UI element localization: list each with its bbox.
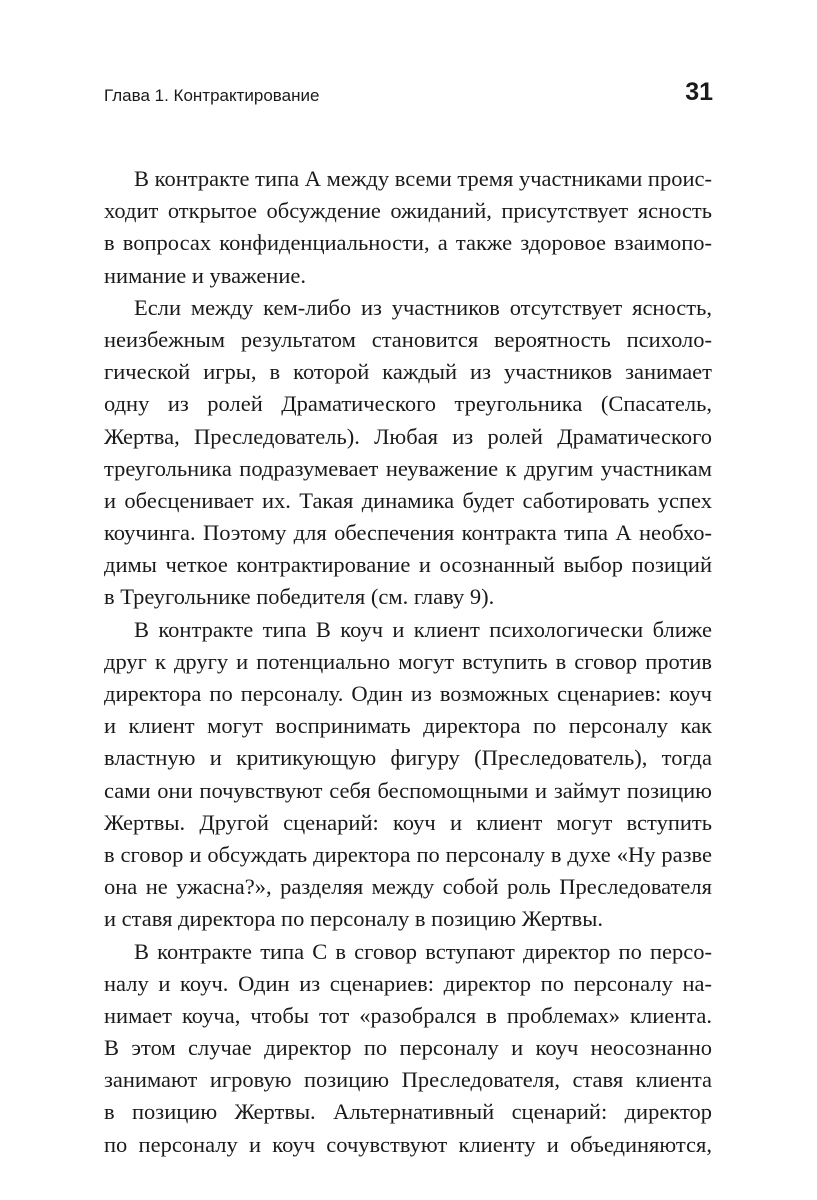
text-line: Жертва, Преследователь). Любая из ролей Драматического <box>104 423 712 449</box>
text-line: властную и критикующую фигуру (Преследователь), тогда <box>104 745 712 771</box>
paragraph-2 <box>104 292 712 614</box>
text-line: Жертвы. Другой сценарий: коуч и клиент могут вступить <box>104 809 712 835</box>
text-line: в Треугольнике победителя (см. главу 9). <box>104 584 495 610</box>
text-line: В этом случае директор по персоналу и коуч неосознанно <box>104 1035 712 1061</box>
text-line: друг к другу и потенциально могут вступить в сговор против <box>104 648 712 674</box>
text-line: по персоналу и коуч сочувствуют клиенту и объединяются, <box>104 1131 712 1157</box>
text-line: В контракте типа В коуч и клиент психологически ближе <box>134 616 712 642</box>
text-line: в позицию Жертвы. Альтернативный сценарий: директор <box>104 1099 712 1125</box>
text-line: директора по персоналу. Один из возможных сценариев: коуч <box>104 681 712 706</box>
page-number: 31 <box>685 78 713 106</box>
text-line: одну из ролей Драматического треугольника (Спасатель, <box>104 391 712 417</box>
paragraph-1 <box>104 163 712 292</box>
text-line: и ставя директора по персоналу в позицию Жертвы. <box>104 906 603 932</box>
text-line: треугольника подразумевает неуважение к другим участникам <box>104 455 712 481</box>
text-line: налу и коуч. Один из сценариев: директор по персоналу на- <box>104 970 712 996</box>
text-line: в сговор и обсуждать директора по персоналу в духе «Ну разве <box>104 841 712 867</box>
text-line: гической игры, в которой каждый из участников занимает <box>104 359 712 385</box>
text-line: она не ужасна?», разделяя между собой роль Преследователя <box>104 874 712 900</box>
text-line: сами они почувствуют себя беспомощными и займут позицию <box>104 777 712 803</box>
text-line: димы четкое контрактирование и осознанный выбор позиций <box>104 552 712 578</box>
text-line: нимание и уважение. <box>104 262 307 288</box>
chapter-title: Глава 1. Контрактирование <box>104 86 320 105</box>
text-line: в вопросах конфиденциальности, а также здоровое взаимопо- <box>104 230 712 256</box>
text-line: В контракте типа С в сговор вступают директор по персо- <box>134 938 712 964</box>
paragraph-4 <box>104 936 712 1161</box>
text-line: Если между кем-либо из участников отсутствует ясность, <box>134 294 712 320</box>
body-text <box>104 163 712 1161</box>
paragraph-3 <box>104 614 712 936</box>
text-line: нимает коуча, чтобы тот «разобрался в проблемах» клиента. <box>104 1002 712 1028</box>
text-line: и обесценивает их. Такая динамика будет саботировать успех <box>104 487 712 513</box>
text-line: и клиент могут воспринимать директора по персоналу как <box>104 713 712 739</box>
text-line: ходит открытое обсуждение ожиданий, присутствует ясность <box>104 198 712 224</box>
text-line: неизбежным результатом становится вероятность психоло- <box>104 326 712 352</box>
text-line: занимают игровую позицию Преследователя, ставя клиента <box>104 1067 712 1093</box>
text-line: В контракте типа А между всеми тремя участниками проис- <box>134 166 712 191</box>
text-line: коучинга. Поэтому для обеспечения контракта типа А необхо- <box>104 520 712 546</box>
running-header <box>104 78 713 114</box>
